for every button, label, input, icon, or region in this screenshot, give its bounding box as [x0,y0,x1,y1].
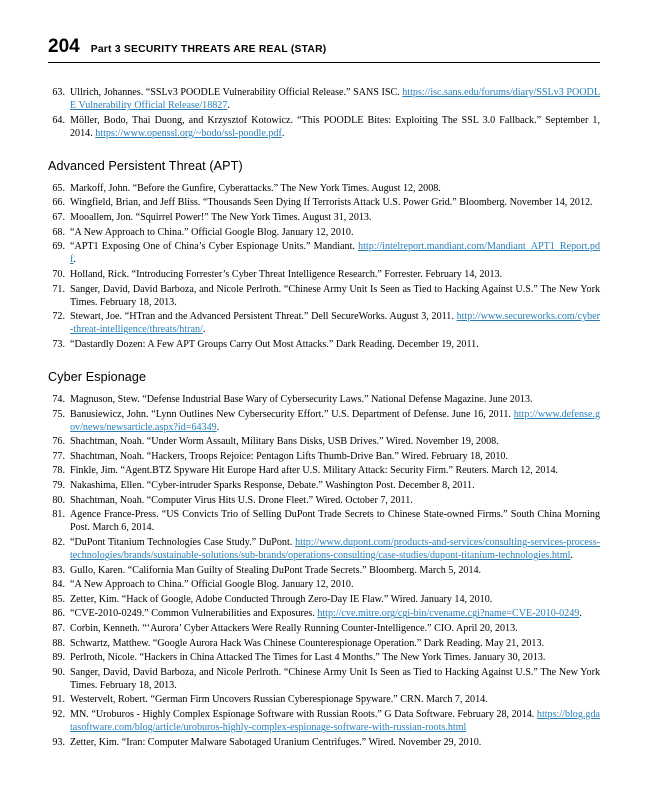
reference-entry [48,693,600,706]
reference-text [70,338,600,351]
reference-text [70,268,600,281]
reference-number: 63. [52,87,65,98]
reference-entry [48,593,600,606]
reference-citation-text: . [216,421,220,433]
reference-text [70,283,600,309]
reference-entry [48,622,600,635]
reference-citation-text: “APT1 Exposing One of China’s Cyber Espionage Units.” Mandiant. [70,241,359,253]
reference-citation-text: Shachtman, Noah. “Hackers, Troops Rejoice: Pentagon Lifts Thumb-Drive Ban.” Wired. February 18, 2010. [70,450,508,462]
reference-citation-text: “CVE-2010-0249.” Common Vulnerabilities and Exposures. [70,608,318,620]
reference-citation-text: Finkle, Jim. “Agent.BTZ Spyware Hit Europe Hard after U.S. Military Attack: Security Firm.” Reuters. March 12, 2014. [70,465,559,477]
reference-citation-text: Wingfield, Brian, and Jeff Bliss. “Thousands Seen Dying If Terrorists Attack U.S. Power Grid.” Bloomberg. November 14, 2012. [70,197,593,209]
reference-number: 68. [52,226,65,238]
reference-text [70,196,600,209]
reference-citation-text: Nakashima, Ellen. “Cyber-intruder Sparks Response, Debate.” Washington Post. December 8, 2011. [70,480,475,492]
reference-citation-text: Magnuson, Stew. “Defense Industrial Base Wary of Cybersecurity Laws.” National Defense Magazine. June 2013. [70,394,533,405]
reference-citation-text: “A New Approach to China.” Official Google Blog. January 12, 2010. [70,579,354,591]
reference-citation-text: . [227,100,230,112]
reference-text [70,479,600,492]
reference-citation-text: MN. “Uroburos - Highly Complex Espionage Software with Russian Roots.” G Data Software. February 28, 2014. [70,709,537,721]
reference-citation-text: Holland, Rick. “Introducing Forrester’s Cyber Threat Intelligence Research.” Forrester. February 14, 2013. [70,268,503,280]
reference-url-link[interactable]: https://blog.gdatasoftware.com/blog/article/uroburos-highly-complex-espionage-software-with-russian-roots.html [70,709,600,734]
reference-number: 65. [52,182,65,194]
reference-number: 86. [52,608,65,620]
running-title: Part 3 SECURITY THREATS ARE REAL (STAR) [90,44,327,55]
reference-number: 82. [52,536,65,548]
section-heading: Cyber Espionage [48,370,147,384]
reference-citation-text: Mooallem, Jon. “Squirrel Power!” The New York Times. August 31, 2013. [70,212,372,224]
reference-citation-text: Schwartz, Matthew. “Google Aurora Hack Was Chinese Counterespionage Operation.” Dark Reading. May 21, 2013. [70,637,545,649]
reference-entry [48,182,600,195]
reference-number: 75. [52,408,65,420]
reference-entry [48,310,600,336]
reference-entry [48,578,600,591]
reference-citation-text: “DuPont Titanium Technologies Case Study.” DuPont. [70,536,296,548]
reference-text [70,393,600,406]
reference-number: 72. [52,311,65,323]
reference-entry [48,240,600,266]
reference-number: 92. [52,709,65,721]
reference-entry [48,666,600,692]
reference-number: 66. [52,197,65,209]
reference-entry [48,86,600,112]
reference-text [70,637,600,650]
reference-entry [48,607,600,620]
reference-url-link[interactable]: http://www.dupont.com/products-and-services/consulting-services-process-technologies/brands/sustainable-solutions/sub-brands/operations-consulting/case-studies/dupont-titanium-technologies.html [70,536,600,562]
reference-number: 91. [52,694,65,706]
reference-citation-text: Gullo, Karen. “California Man Guilty of Stealing DuPont Trade Secrets.” Bloomberg. March 5, 2014. [70,564,482,576]
reference-url-link[interactable]: http://www.secureworks.com/cyber-threat-intelligence/threats/htran/ [70,311,600,336]
reference-citation-text: “Dastardly Dozen: A Few APT Groups Carry Out Most Attacks.” Dark Reading. December 19, 2011. [70,338,479,350]
reference-entry [48,408,600,434]
reference-citation-text: Stewart, Joe. “HTran and the Advanced Persistent Threat.” Dell SecureWorks. August 3, 2011. [70,311,457,323]
reference-number: 87. [52,623,65,634]
reference-entry [48,651,600,664]
reference-citation-text: Ullrich, Johannes. “SSLv3 POODLE Vulnerability Official Release.” SANS ISC. [70,87,403,98]
reference-citation-text: Sanger, David, David Barboza, and Nicole Perlroth. “Chinese Army Unit Is Seen as Tied to Hacking Against U.S.” The New York Times. February 18, 2013. [70,666,600,691]
reference-text [70,666,600,692]
reference-citation-text: Zetter, Kim. “Hack of Google, Adobe Conducted Through Zero-Day IE Flaw.” Wired. January 14, 2010. [70,593,493,605]
reference-number: 88. [52,637,65,649]
reference-citation-text: Westervelt, Robert. “German Firm Uncovers Russian Cyberespionage Spyware.” CRN. March 7, 2014. [70,694,488,706]
reference-entry [48,393,600,406]
reference-citation-text: Markoff, John. “Before the Gunfire, Cyberattacks.” The New York Times. August 12, 2008. [70,182,441,194]
reference-number: 67. [52,212,65,224]
reference-text [70,536,600,562]
reference-number: 80. [52,494,65,506]
reference-text [70,564,600,577]
header-rule [48,62,600,63]
reference-entry [48,508,600,534]
reference-url-link[interactable]: https://isc.sans.edu/forums/diary/SSLv3 POODLE Vulnerability Official Release/18827 [70,87,601,112]
reference-entry [48,637,600,650]
reference-number: 85. [52,593,65,605]
reference-entry [48,736,600,749]
reference-text [70,240,600,266]
reference-url-link[interactable]: http://intelreport.mandiant.com/Mandiant_APT1_Report.pdf [70,241,600,266]
reference-citation-text: Möller, Bodo, Thai Duong, and Krzysztof Kotowicz. “This POODLE Bites: Exploiting The SSL 3.0 Fallback.” September 1, 2014. [70,114,600,139]
reference-text [70,408,600,434]
reference-text [70,508,600,534]
reference-entry [48,196,600,209]
reference-number: 71. [52,283,65,295]
reference-citation-text: Perlroth, Nicole. “Hackers in China Attacked The Times for Last 4 Months.” The New York Times. January 30, 2013. [70,652,546,664]
reference-text [70,494,600,507]
reference-entry [48,268,600,281]
section-heading: Advanced Persistent Threat (APT) [48,158,243,173]
reference-entry [48,494,600,507]
reference-entry [48,479,600,492]
reference-text [70,693,600,706]
reference-citation-text: . [202,324,206,336]
reference-entry [48,536,600,562]
reference-text [70,114,600,140]
reference-entry [48,464,600,477]
reference-number: 90. [52,666,65,678]
reference-text [70,593,600,606]
reference-list [48,86,600,750]
reference-citation-text: . [281,127,285,139]
reference-text [70,226,600,239]
reference-citation-text: Agence France-Press. “US Convicts Trio of Selling DuPont Trade Secrets to Chinese State-owned Firms.” South China Morning Post. March 6, 2014. [70,509,600,534]
reference-text [70,435,600,448]
reference-url-link[interactable]: http://www.defense.gov/news/newsarticle.aspx?id=64349 [70,408,600,433]
reference-text [70,464,600,477]
reference-url-link[interactable]: http://cve.mitre.org/cgi-bin/cvename.cgi?name=CVE-2010-0249 [317,608,580,620]
reference-entry [48,211,600,224]
reference-citation-text: Sanger, David, David Barboza, and Nicole Perlroth. “Chinese Army Unit Is Seen as Tied to Hacking Against U.S.” The New York Times. February 18, 2013. [70,283,600,308]
reference-number: 89. [52,652,65,664]
reference-citation-text: Shachtman, Noah. “Computer Virus Hits U.S. Drone Fleet.” Wired. October 7, 2011. [70,494,413,506]
reference-text [70,607,600,620]
reference-text [70,622,600,635]
reference-entry [48,435,600,448]
reference-citation-text: “A New Approach to China.” Official Google Blog. January 12, 2010. [70,226,354,238]
reference-entry [48,708,600,734]
reference-citation-text: Banusiewicz, John. “Lynn Outlines New Cybersecurity Effort.” U.S. Department of Defense. June 16, 2011. [70,408,514,420]
reference-number: 93. [52,736,65,748]
page-number: 204 [48,36,80,57]
reference-number: 70. [52,268,65,280]
reference-number: 77. [52,450,65,462]
reference-number: 69. [52,241,65,253]
reference-citation-text: Zetter, Kim. “Iran: Computer Malware Sabotaged Uranium Centrifuges.” Wired. November 29, 2010. [70,736,482,748]
reference-number: 78. [52,465,65,477]
reference-text [70,450,600,463]
reference-entry [48,338,600,351]
reference-text [70,182,600,195]
reference-number: 73. [52,338,65,350]
reference-number: 64. [52,114,65,126]
reference-citation-text: . [570,550,573,562]
reference-number: 83. [52,564,65,576]
running-head [48,36,600,58]
reference-number: 74. [52,394,65,405]
reference-text [70,708,600,734]
reference-entry [48,564,600,577]
reference-entry [48,283,600,309]
reference-text [70,86,600,112]
reference-text [70,578,600,591]
reference-entry [48,226,600,239]
reference-text [70,651,600,664]
reference-text [70,211,600,224]
reference-number: 79. [52,480,65,492]
reference-number: 76. [52,436,65,448]
reference-text [70,310,600,336]
reference-number: 84. [52,579,65,591]
reference-citation-text: . [579,608,582,620]
reference-entry [48,114,600,140]
reference-url-link[interactable]: https://www.openssl.org/~bodo/ssl-poodle.pdf [95,127,282,139]
reference-citation-text: . [73,254,76,266]
reference-citation-text: Shachtman, Noah. “Under Worm Assault, Military Bans Disks, USB Drives.” Wired. November 19, 2008. [70,436,499,448]
reference-entry [48,450,600,463]
reference-citation-text: Corbin, Kenneth. “‘Aurora’ Cyber Attackers Were Really Running Counter-Intelligence.” CIO. April 20, 2013. [70,623,518,634]
reference-number: 81. [52,509,65,521]
reference-text [70,736,600,749]
